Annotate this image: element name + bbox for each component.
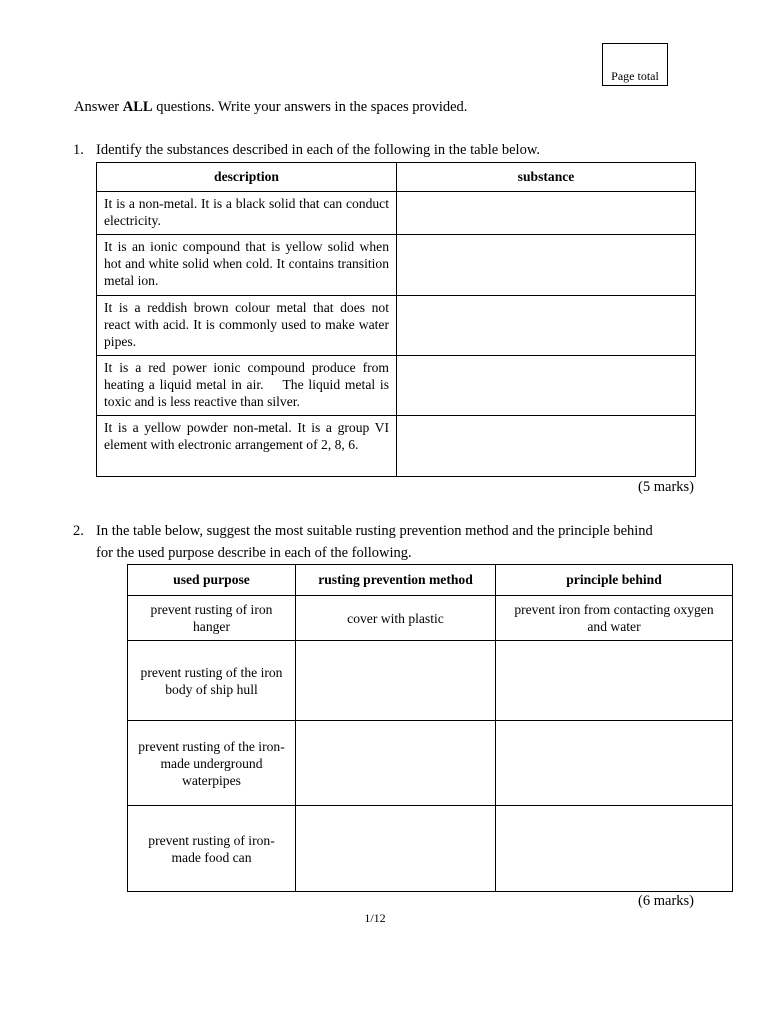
q1-number: 1. — [73, 142, 84, 158]
q2-text-line2: for the used purpose describe in each of the following. — [96, 545, 412, 561]
q2-marks: (6 marks) — [638, 893, 694, 909]
table-row — [97, 235, 696, 296]
q1-answer-cell[interactable] — [397, 296, 696, 356]
q1-answer-cell[interactable] — [397, 356, 696, 416]
q2-principle-cell[interactable] — [496, 806, 733, 892]
q2-method-cell: cover with plastic — [296, 596, 496, 641]
q2-purpose-cell: prevent rusting of iron hanger — [128, 596, 296, 641]
q2-header-used-purpose: used purpose — [128, 565, 296, 596]
q2-method-cell[interactable] — [296, 721, 496, 806]
table-row — [128, 721, 733, 806]
q2-purpose-cell: prevent rusting of iron-made food can — [128, 806, 296, 892]
q1-description-cell: It is a reddish brown colour metal that does not react with acid. It is commonly used to make water pipes. — [97, 296, 397, 356]
table-row — [97, 192, 696, 235]
q1-description-cell: It is a yellow powder non-metal. It is a group VI element with electronic arrangement of 2, 8, 6. — [97, 416, 397, 477]
table-row — [128, 596, 733, 641]
q1-answer-cell[interactable] — [397, 192, 696, 235]
q1-answer-cell[interactable] — [397, 235, 696, 296]
q1-answer-cell[interactable] — [397, 416, 696, 477]
q2-principle-cell[interactable] — [496, 721, 733, 806]
q2-number: 2. — [73, 523, 84, 539]
page-total-box — [602, 43, 668, 86]
q1-description-cell: It is a red power ionic compound produce from heating a liquid metal in air. The liquid metal is toxic and is less reactive than silver. — [97, 356, 397, 416]
q2-table — [127, 564, 733, 892]
q2-header-principle-behind: principle behind — [496, 565, 733, 596]
q1-text: Identify the substances described in each of the following in the table below. — [96, 142, 540, 158]
table-row — [97, 356, 696, 416]
q2-text-line1: In the table below, suggest the most suitable rusting prevention method and the principle behind — [96, 523, 653, 539]
table-row — [97, 296, 696, 356]
page-total-label: Page total — [611, 69, 659, 83]
q2-principle-cell: prevent iron from contacting oxygen and water — [496, 596, 733, 641]
q1-header-substance: substance — [397, 163, 696, 192]
q1-table — [96, 162, 696, 477]
q2-principle-cell[interactable] — [496, 641, 733, 721]
q2-method-cell[interactable] — [296, 641, 496, 721]
table-row — [128, 806, 733, 892]
q2-purpose-cell: prevent rusting of the iron body of ship hull — [128, 641, 296, 721]
q2-header-row — [128, 565, 733, 596]
q1-marks: (5 marks) — [638, 479, 694, 495]
q1-description-cell: It is a non-metal. It is a black solid that can conduct electricity. — [97, 192, 397, 235]
table-row — [128, 641, 733, 721]
table-row — [97, 416, 696, 477]
instructions: Answer ALL questions. Write your answers in the spaces provided. — [74, 99, 468, 115]
q1-header-description: description — [97, 163, 397, 192]
q1-header-row — [97, 163, 696, 192]
q2-purpose-cell: prevent rusting of the iron-made underground waterpipes — [128, 721, 296, 806]
page-number: 1/12 — [364, 911, 386, 925]
q2-header-rusting-prevention-method: rusting prevention method — [296, 565, 496, 596]
instructions-emphasis: ALL — [122, 99, 153, 115]
q2-method-cell[interactable] — [296, 806, 496, 892]
q1-description-cell: It is an ionic compound that is yellow solid when hot and white solid when cold. It contains transition metal ion. — [97, 235, 397, 296]
